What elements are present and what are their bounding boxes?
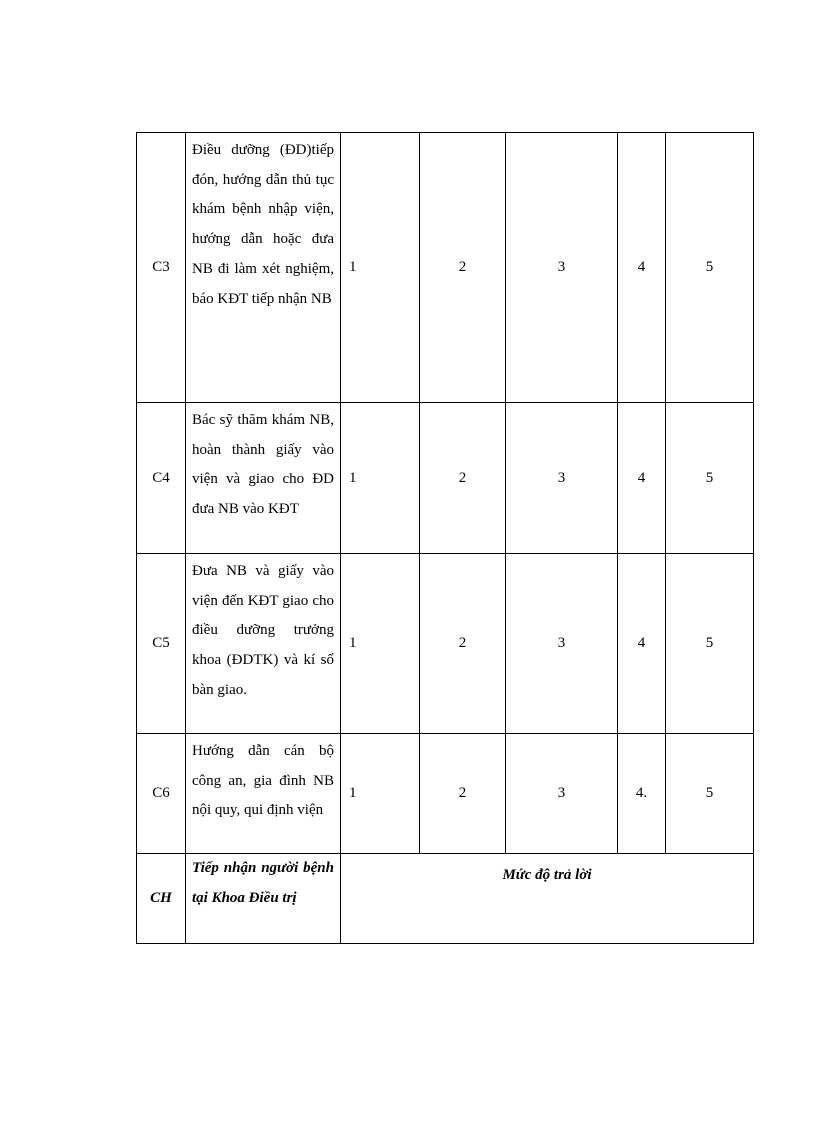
answer-option-1: 1 <box>341 734 420 854</box>
answer-option-3: 3 <box>506 133 618 403</box>
answer-option-3: 3 <box>506 734 618 854</box>
table-row <box>137 133 754 403</box>
answer-option-3: 3 <box>506 554 618 734</box>
table-row <box>137 734 754 854</box>
answer-option-4: 4 <box>618 403 666 554</box>
question-code: C5 <box>137 554 186 734</box>
question-code: C3 <box>137 133 186 403</box>
section-header-row <box>137 854 754 944</box>
answer-option-5: 5 <box>666 133 754 403</box>
section-title: Tiếp nhận người bệnh tại Khoa Điều trị <box>186 854 341 944</box>
question-text: Bác sỹ thăm khám NB, hoàn thành giấy vào viện và giao cho ĐD đưa NB vào KĐT <box>186 403 341 554</box>
answer-option-4: 4 <box>618 554 666 734</box>
question-text: Điều dưỡng (ĐD)tiếp đón, hướng dẫn thủ tục khám bệnh nhập viện, hướng dẫn hoặc đưa NB đi làm xét nghiệm, báo KĐT tiếp nhận NB <box>186 133 341 403</box>
question-text: Đưa NB và giấy vào viện đến KĐT giao cho điều dưỡng trưởng khoa (ĐDTK) và kí sổ bàn giao. <box>186 554 341 734</box>
section-code: CH <box>137 854 186 944</box>
answer-option-3: 3 <box>506 403 618 554</box>
survey-table <box>136 132 754 944</box>
answer-option-5: 5 <box>666 554 754 734</box>
answer-option-4: 4. <box>618 734 666 854</box>
answer-level-header: Mức độ trả lời <box>341 854 754 944</box>
question-code: C6 <box>137 734 186 854</box>
answer-option-2: 2 <box>420 554 506 734</box>
question-text: Hướng dẫn cán bộ công an, gia đình NB nội quy, qui định viện <box>186 734 341 854</box>
answer-option-5: 5 <box>666 403 754 554</box>
table-row <box>137 403 754 554</box>
question-code: C4 <box>137 403 186 554</box>
answer-option-5: 5 <box>666 734 754 854</box>
answer-option-1: 1 <box>341 133 420 403</box>
answer-option-4: 4 <box>618 133 666 403</box>
answer-option-1: 1 <box>341 403 420 554</box>
answer-option-2: 2 <box>420 734 506 854</box>
answer-option-1: 1 <box>341 554 420 734</box>
answer-option-2: 2 <box>420 403 506 554</box>
answer-option-2: 2 <box>420 133 506 403</box>
table-row <box>137 554 754 734</box>
